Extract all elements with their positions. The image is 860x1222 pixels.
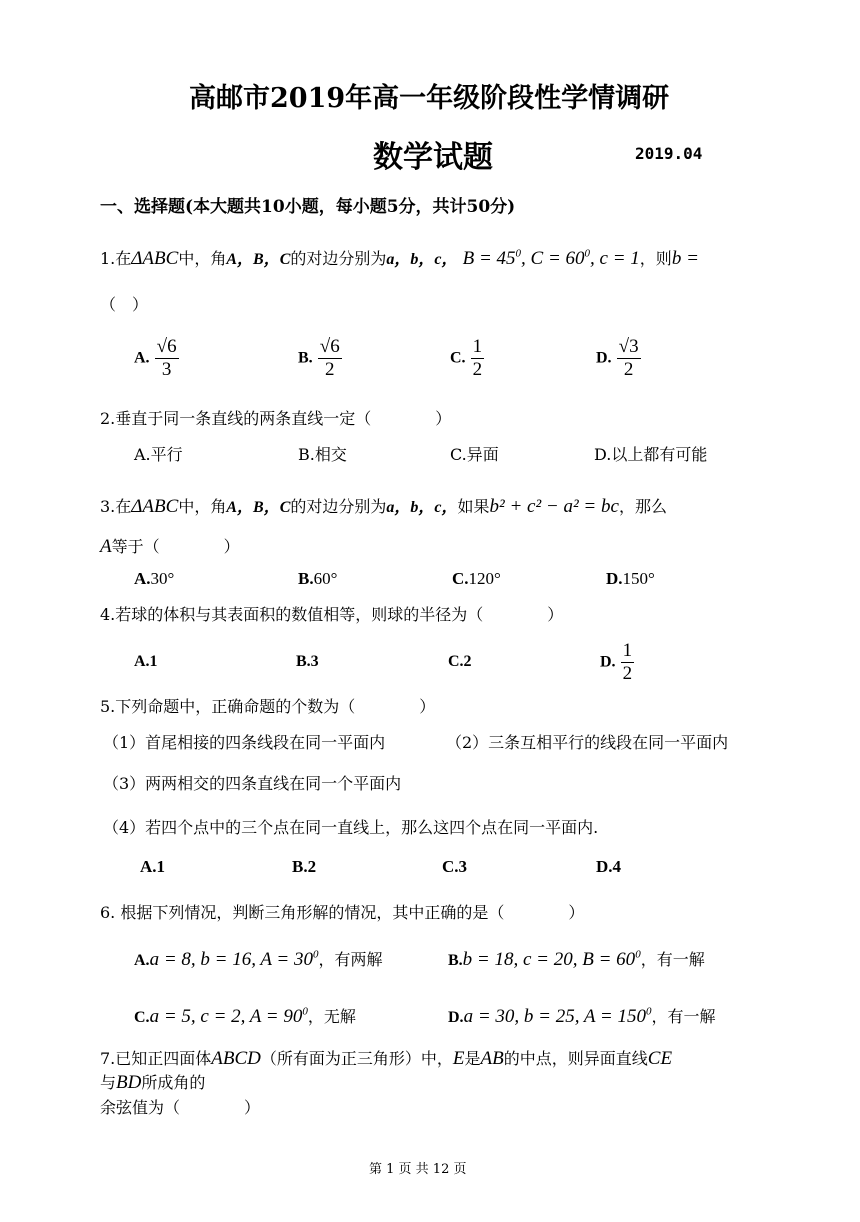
q6-option-a[interactable]: A.a = 8, b = 16, $A = 30^0$，有两解 — [134, 948, 383, 970]
q5-option-c[interactable]: C.3 — [442, 857, 468, 876]
q5-statement-1: （1）首尾相接的四条线段在同一平面内 — [103, 733, 386, 752]
question-4-stem: 4.若球的体积与其表面积的数值相等，则球的半径为（ ） — [100, 605, 564, 624]
q5-option-d[interactable]: D.4 — [596, 857, 622, 876]
question-2-stem: 2.垂直于同一条直线的两条直线一定（ ） — [100, 409, 452, 428]
question-3-line2: A等于（ ） — [100, 536, 240, 557]
q3-option-a[interactable]: A.30° — [134, 569, 175, 588]
q2-option-c[interactable]: C.异面 — [450, 445, 499, 464]
q2-option-a[interactable]: A.平行 — [134, 445, 183, 464]
q1-option-a[interactable]: A. $\frac{√6}{3}$ — [134, 336, 177, 380]
q3-option-c[interactable]: C.120° — [452, 569, 501, 588]
q1-option-d[interactable]: D. $\frac{√3}{2}$ — [596, 336, 639, 380]
q3-option-d[interactable]: D.150° — [606, 569, 655, 588]
subject-title: 数学试题 — [373, 140, 493, 175]
q5-option-a[interactable]: A.1 — [140, 857, 166, 876]
question-5-stem: 5.下列命题中，正确命题的个数为（ ） — [100, 697, 436, 716]
question-3-stem: 3.在ΔABC中，角A，B，C的对边分别为a，b，c，如果b² + c² − a² = bc，那么 — [100, 496, 667, 517]
q3-option-b[interactable]: B.60° — [298, 569, 338, 588]
question-1-paren: （ ） — [100, 295, 149, 314]
exam-date: 2019.04 — [635, 144, 703, 163]
q1-option-c[interactable]: C. $\frac{1}{2}$ — [450, 336, 483, 380]
q6-option-c[interactable]: C.a = 5, c = 2, $A = 90^0$，无解 — [134, 1005, 356, 1027]
q1-option-b[interactable]: B. $\frac{√6}{2}$ — [298, 336, 340, 380]
section-heading: 一、选择题(本大题共10小题，每小题5分，共计50分) — [100, 197, 516, 217]
question-6-stem: 6. 根据下列情况，判断三角形解的情况，其中正确的是（ ） — [100, 903, 585, 922]
q5-statement-4: （4）若四个点中的三个点在同一直线上，那么这四个点在同一平面内. — [103, 818, 599, 837]
q5-option-b[interactable]: B.2 — [292, 857, 317, 876]
q4-option-b[interactable]: B.3 — [296, 653, 319, 670]
q2-option-d[interactable]: D.以上都有可能 — [594, 445, 708, 464]
q5-statement-3: （3）两两相交的四条直线在同一个平面内 — [103, 774, 402, 793]
question-1-stem: 1.在ΔABC中，角A，B，C的对边分别为a，b，c， $B = 45^0$, $C = 60^0$, c = 1，则b = — [100, 247, 699, 269]
q6-option-d[interactable]: D.a = 30, b = 25, $A = 150^0$，有一解 — [448, 1005, 716, 1027]
question-7-line3: 余弦值为（ ） — [100, 1098, 261, 1117]
q4-option-a[interactable]: A.1 — [134, 653, 158, 670]
question-7-line2: 与BD所成角的 — [100, 1072, 206, 1093]
q4-option-d[interactable]: D. $\frac{1}{2}$ — [600, 640, 633, 684]
q6-option-b[interactable]: B.b = 18, c = 20, $B = 60^0$，有一解 — [448, 948, 705, 970]
page-footer: 第 1 页 共 12 页 — [369, 1162, 467, 1177]
q2-option-b[interactable]: B.相交 — [298, 445, 347, 464]
q4-option-c[interactable]: C.2 — [448, 653, 472, 670]
q5-statement-2: （2）三条互相平行的线段在同一平面内 — [446, 733, 729, 752]
question-7-stem: 7.已知正四面体ABCD（所有面为正三角形）中，E是AB的中点，则异面直线CE — [100, 1048, 673, 1069]
exam-title: 高邮市2019年高一年级阶段性学情调研 — [189, 83, 670, 114]
